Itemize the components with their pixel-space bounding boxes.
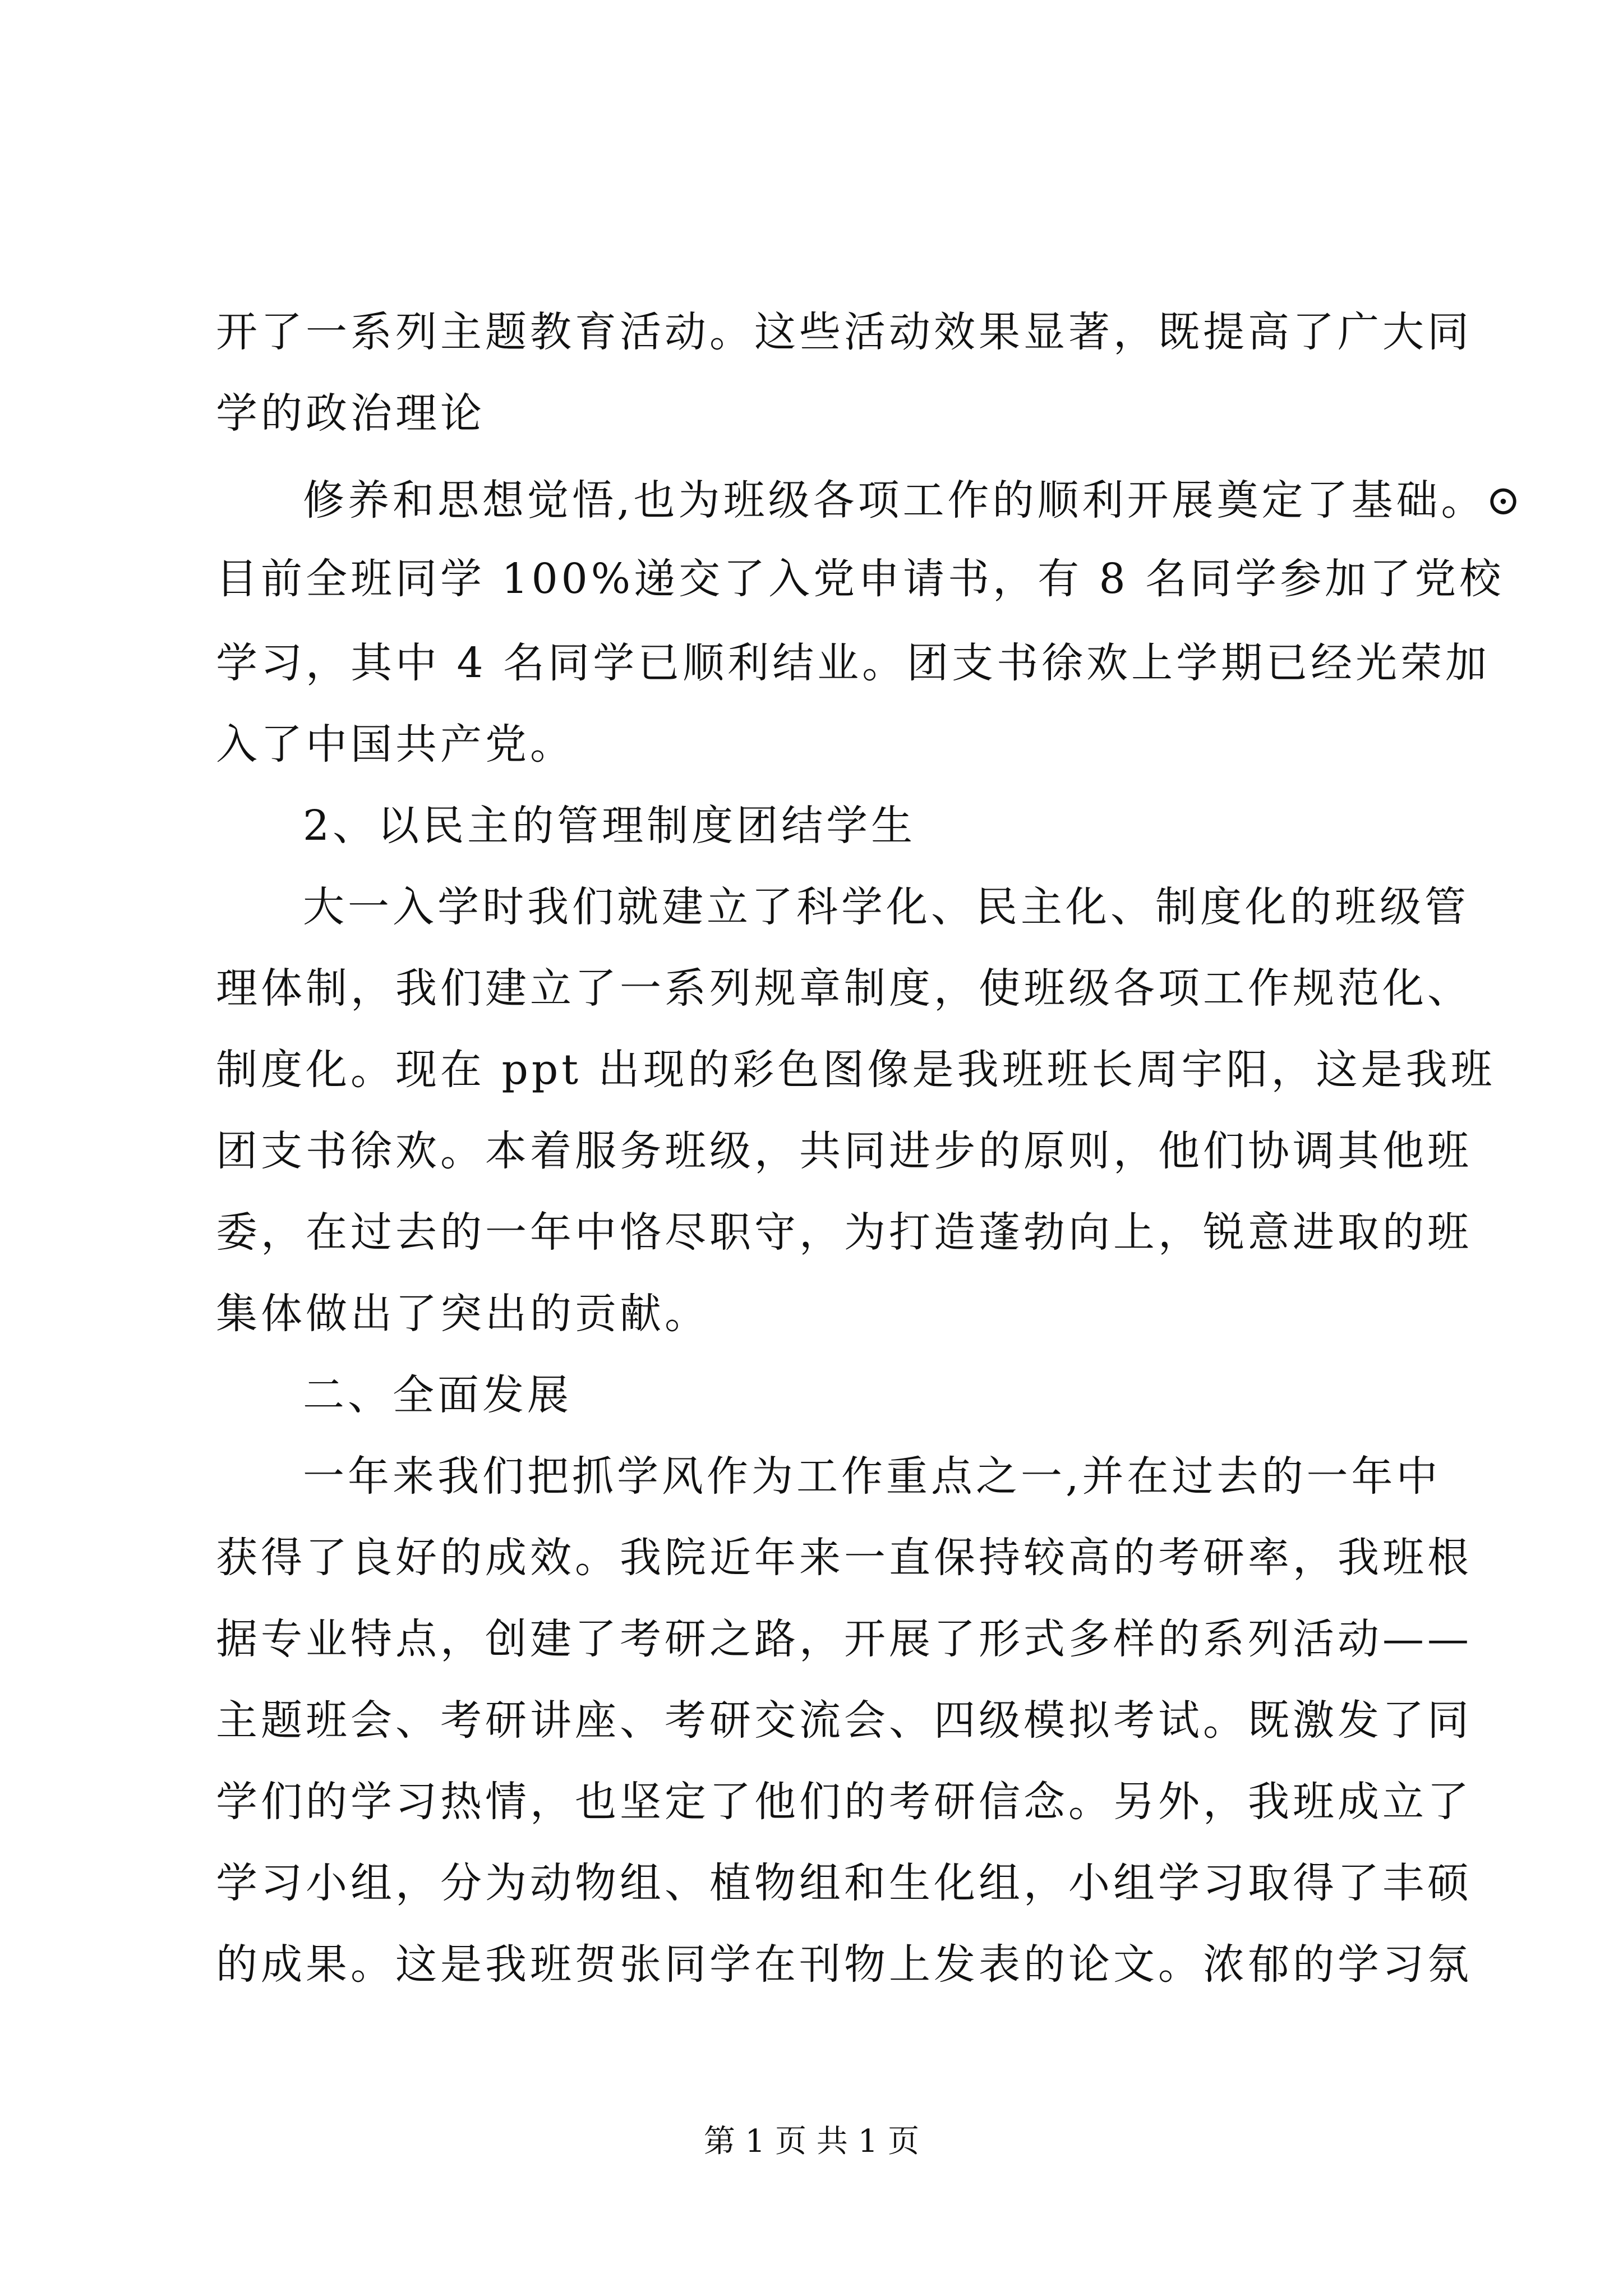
text-line: 开了一系列主题教育活动。这些活动效果显著，既提高了广大同 (216, 308, 1472, 356)
text-line: 主题班会、考研讲座、考研交流会、四级模拟考试。既激发了同 (216, 1696, 1472, 1745)
text-line: 集体做出了突出的贡献。 (216, 1290, 709, 1338)
text-line: 学的政治理论 (216, 389, 485, 438)
text-line: 据专业特点，创建了考研之路，开展了形式多样的系列活动—— (216, 1615, 1472, 1663)
text-line: 制度化。现在 ppt 出现的彩色图像是我班班长周宇阳，这是我班 (216, 1046, 1496, 1094)
text-line: 修养和思想觉悟,也为班级各项工作的顺利开展奠定了基础。⊙ (303, 476, 1524, 524)
text-line: 目前全班同学 100%递交了入党申请书，有 8 名同学参加了党校 (216, 555, 1505, 603)
text-line: 学习，其中 4 名同学已顺利结业。团支书徐欢上学期已经光荣加 (216, 639, 1491, 687)
section-heading: 2、以民主的管理制度团结学生 (303, 802, 916, 850)
text-line: 学们的学习热情，也坚定了他们的考研信念。另外，我班成立了 (216, 1778, 1472, 1826)
text-line: 一年来我们把抓学风作为工作重点之一,并在过去的一年中 (303, 1452, 1441, 1501)
text-line: 获得了良好的成效。我院近年来一直保持较高的考研率，我班根 (216, 1534, 1472, 1582)
text-line: 委，在过去的一年中恪尽职守，为打造蓬勃向上，锐意进取的班 (216, 1208, 1472, 1257)
section-heading: 二、全面发展 (303, 1371, 572, 1419)
page-number-footer: 第 1 页 共 1 页 (703, 2123, 920, 2160)
text-line: 团支书徐欢。本着服务班级，共同进步的原则，他们协调其他班 (216, 1127, 1472, 1175)
text-line: 学习小组，分为动物组、植物组和生化组，小组学习取得了丰硕 (216, 1859, 1472, 1907)
text-line: 的成果。这是我班贺张同学在刊物上发表的论文。浓郁的学习氛 (216, 1940, 1472, 1989)
text-line: 理体制，我们建立了一系列规章制度，使班级各项工作规范化、 (216, 964, 1472, 1013)
text-line: 入了中国共产党。 (216, 720, 575, 769)
text-line: 大一入学时我们就建立了科学化、民主化、制度化的班级管 (303, 883, 1469, 931)
